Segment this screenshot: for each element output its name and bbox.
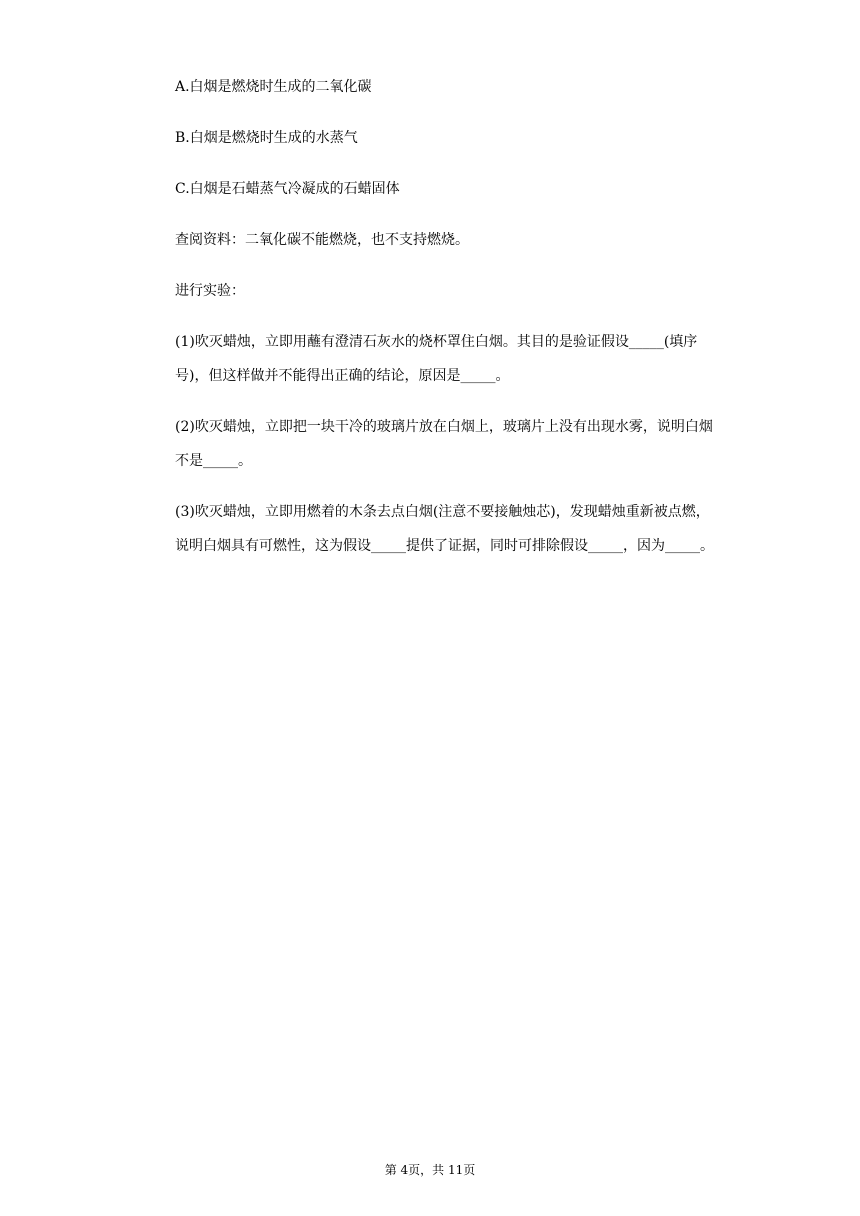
option-a: A.白烟是燃烧时生成的二氧化碳 xyxy=(175,79,372,95)
page-number: 第 4页，共 11页 xyxy=(384,1163,476,1177)
option-c: C.白烟是石蜡蒸气冷凝成的石蜡固体 xyxy=(175,181,400,197)
experiment-heading: 进行实验： xyxy=(175,283,245,299)
reference-note: 查阅资料：二氧化碳不能燃烧，也不支持燃烧。 xyxy=(175,232,469,248)
document-body xyxy=(175,70,720,580)
experiment-step-1: (1)吹灭蜡烛，立即用蘸有澄清石灰水的烧杯罩住白烟。其目的是验证假设_____(填序号)，但这样做并不能得出正确的结论，原因是_____。 xyxy=(175,334,698,384)
page-footer xyxy=(0,1162,860,1178)
experiment-step-3: (3)吹灭蜡烛，立即用燃着的木条去点白烟(注意不要接触烛芯)，发现蜡烛重新被点燃，说明白烟具有可燃性，这为假设_____提供了证据，同时可排除假设_____，因为_____。 xyxy=(175,504,714,554)
experiment-step-2: (2)吹灭蜡烛，立即把一块干冷的玻璃片放在白烟上，玻璃片上没有出现水雾，说明白烟不是_____。 xyxy=(175,419,713,469)
option-b: B.白烟是燃烧时生成的水蒸气 xyxy=(175,130,358,146)
